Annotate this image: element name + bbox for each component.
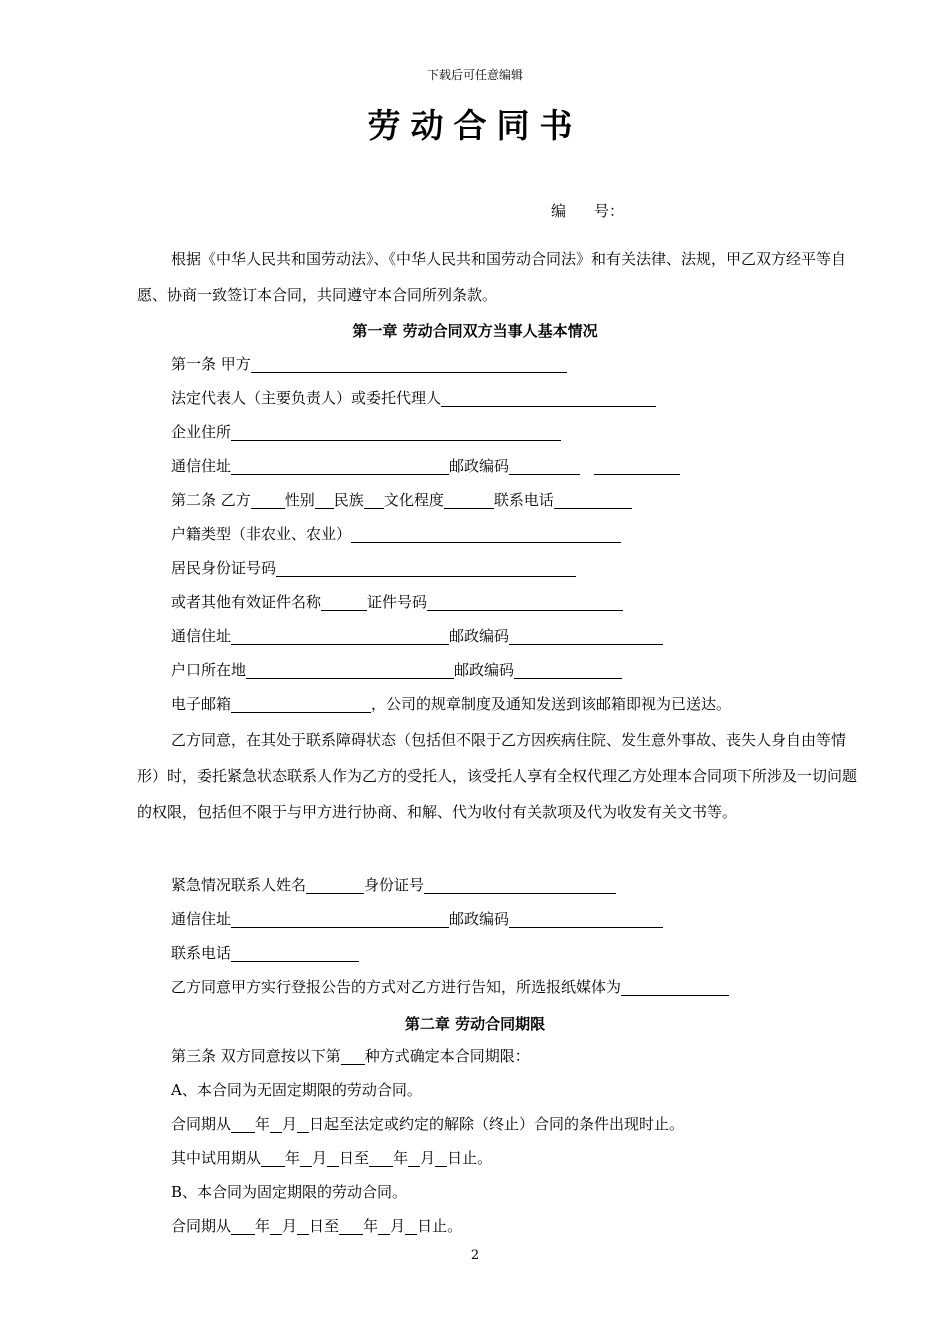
- newspaper-label: 乙方同意甲方实行登报公告的方式对乙方进行告知，所选报纸媒体为: [171, 978, 622, 996]
- education-label: 文化程度: [383, 491, 444, 509]
- email-note: ，公司的规章制度及通知发送到该邮箱即视为已送达。: [371, 695, 732, 713]
- phone-blank[interactable]: [554, 491, 632, 509]
- term-a-line: [171, 1114, 684, 1134]
- header-note: 下载后可任意编辑: [426, 68, 523, 82]
- term-b-year2-blank[interactable]: [339, 1217, 363, 1235]
- emergency-mail-blank[interactable]: [231, 910, 449, 928]
- article3-line: [171, 1046, 530, 1066]
- company-address-label: 企业住所: [171, 423, 232, 441]
- ethnicity-label: 民族: [333, 491, 364, 509]
- term-b-month2: 月: [390, 1217, 406, 1235]
- hukou-postcode-label: 邮政编码: [454, 661, 515, 679]
- emergency-phone-blank[interactable]: [231, 944, 359, 962]
- probation-year: 年: [285, 1149, 301, 1167]
- email-line: [171, 694, 731, 714]
- article3-suffix: 种方式确定本合同期限：: [364, 1047, 530, 1065]
- company-address-line: [171, 422, 561, 442]
- option-b-line: B、本合同为固定期限的劳动合同。: [171, 1183, 408, 1201]
- household-type-line: [171, 524, 621, 544]
- party-a-mail-label: 通信住址: [171, 457, 232, 475]
- party-a-blank[interactable]: [251, 355, 567, 373]
- legal-rep-line: [171, 388, 656, 408]
- probation-month: 月: [312, 1149, 328, 1167]
- term-a-year-blank[interactable]: [231, 1115, 255, 1133]
- ethnicity-blank[interactable]: [364, 491, 384, 509]
- chapter2-heading: 第二章 劳动合同期限: [404, 1015, 546, 1033]
- company-address-blank[interactable]: [231, 423, 561, 441]
- chapter1-heading: 第一章 劳动合同双方当事人基本情况: [352, 322, 598, 340]
- article3-prefix: 第三条 双方同意按以下第: [171, 1047, 341, 1065]
- emergency-name-line: [171, 875, 616, 895]
- education-blank[interactable]: [444, 491, 494, 509]
- probation-month2: 月: [420, 1149, 436, 1167]
- probation-end: 日止。: [447, 1149, 493, 1167]
- hukou-label: 户口所在地: [171, 661, 247, 679]
- term-b-year-blank[interactable]: [231, 1217, 255, 1235]
- term-a-day-text: 日起至法定或约定的解除（终止）合同的条件出现时止。: [309, 1115, 685, 1133]
- legal-rep-label: 法定代表人（主要负责人）或委托代理人: [171, 389, 442, 407]
- term-b-line: [171, 1216, 462, 1236]
- term-b-day-blank[interactable]: [297, 1217, 309, 1235]
- party-b-mail-blank[interactable]: [231, 627, 449, 645]
- cert-no-blank[interactable]: [427, 593, 623, 611]
- option-a-line: A、本合同为无固定期限的劳动合同。: [171, 1081, 422, 1099]
- term-b-day2-blank[interactable]: [405, 1217, 417, 1235]
- party-a-postcode-blank[interactable]: [509, 457, 580, 475]
- id-number-line: [171, 558, 576, 578]
- hukou-line: [171, 660, 622, 680]
- other-id-label: 或者其他有效证件名称: [171, 593, 322, 611]
- probation-month2-blank[interactable]: [408, 1149, 420, 1167]
- party-a-postcode-label: 邮政编码: [449, 457, 510, 475]
- party-b-name-blank[interactable]: [251, 491, 285, 509]
- gender-label: 性别: [284, 491, 315, 509]
- probation-line: [171, 1148, 492, 1168]
- email-label: 电子邮箱: [171, 695, 232, 713]
- gender-blank[interactable]: [315, 491, 334, 509]
- agency-clause: 乙方同意，在其处于联系障碍状态（包括但不限于乙方因疾病住院、发生意外事故、丧失人身自由等情形）时，委托紧急状态联系人作为乙方的受托人，该受托人享有全权代理乙方处理本合同项下所涉及一切问题的权限，包括但不限于与甲方进行协商、和解、代为收付有关款项及代为收发有关文书等。: [137, 731, 858, 821]
- term-b-month: 月: [282, 1217, 298, 1235]
- term-a-month-blank[interactable]: [270, 1115, 282, 1133]
- probation-year2-blank[interactable]: [369, 1149, 393, 1167]
- cert-no-label: 证件号码: [367, 593, 428, 611]
- article2-label: 第二条 乙方: [171, 491, 251, 509]
- other-id-line: [171, 592, 623, 612]
- term-b-day-to: 日至: [309, 1217, 340, 1235]
- emergency-name-blank[interactable]: [306, 876, 364, 894]
- party-b-postcode-blank[interactable]: [509, 627, 663, 645]
- term-a-label: 合同期从: [171, 1115, 232, 1133]
- party-a-postcode-blank2[interactable]: [594, 457, 680, 475]
- id-number-label: 居民身份证号码: [171, 559, 277, 577]
- term-b-month2-blank[interactable]: [378, 1217, 390, 1235]
- party-a-mail-line: [171, 456, 680, 476]
- page-number: 2: [470, 1248, 480, 1263]
- emergency-phone-line: [171, 943, 359, 963]
- other-id-blank[interactable]: [321, 593, 367, 611]
- article3-option-blank[interactable]: [341, 1047, 365, 1065]
- emergency-phone-label: 联系电话: [171, 944, 232, 962]
- party-b-line: [171, 490, 632, 510]
- party-b-mail-label: 通信住址: [171, 627, 232, 645]
- term-b-label: 合同期从: [171, 1217, 232, 1235]
- term-b-year: 年: [255, 1217, 271, 1235]
- emergency-postcode-label: 邮政编码: [449, 910, 510, 928]
- term-b-year2: 年: [363, 1217, 379, 1235]
- probation-month-blank[interactable]: [300, 1149, 312, 1167]
- number-label-char1: 编: [551, 202, 567, 220]
- probation-year-blank[interactable]: [261, 1149, 285, 1167]
- document-title: 劳动合同书: [367, 106, 583, 145]
- term-b-end: 日止。: [417, 1217, 463, 1235]
- probation-day-blank[interactable]: [327, 1149, 339, 1167]
- emergency-mail-label: 通信住址: [171, 910, 232, 928]
- probation-label: 其中试用期从: [171, 1149, 262, 1167]
- legal-rep-blank[interactable]: [441, 389, 656, 407]
- party-b-postcode-label: 邮政编码: [449, 627, 510, 645]
- newspaper-line: [171, 977, 729, 997]
- contract-number-label: [551, 200, 624, 221]
- probation-day-to: 日至: [339, 1149, 370, 1167]
- term-b-month-blank[interactable]: [270, 1217, 282, 1235]
- term-a-year: 年: [255, 1115, 271, 1133]
- party-a-line: [171, 354, 567, 374]
- number-label-char2: 号：: [594, 202, 625, 220]
- hukou-postcode-blank[interactable]: [514, 661, 622, 679]
- emergency-id-blank[interactable]: [424, 876, 616, 894]
- newspaper-blank[interactable]: [621, 978, 729, 996]
- probation-year2: 年: [393, 1149, 409, 1167]
- phone-label: 联系电话: [493, 491, 554, 509]
- party-b-mail-line: [171, 626, 663, 646]
- household-type-label: 户籍类型（非农业、农业）: [171, 525, 352, 543]
- email-blank[interactable]: [231, 695, 371, 713]
- emergency-mail-line: [171, 909, 663, 929]
- emergency-postcode-blank[interactable]: [509, 910, 663, 928]
- party-a-mail-blank[interactable]: [231, 457, 449, 475]
- id-number-blank[interactable]: [276, 559, 576, 577]
- term-a-month: 月: [282, 1115, 298, 1133]
- intro-paragraph: 根据《中华人民共和国劳动法》、《中华人民共和国劳动合同法》和有关法律、法规，甲乙双方经平等自愿、协商一致签订本合同，共同遵守本合同所列条款。: [137, 250, 847, 304]
- article1-label: 第一条 甲方: [171, 355, 251, 373]
- probation-day2-blank[interactable]: [435, 1149, 447, 1167]
- hukou-blank[interactable]: [246, 661, 454, 679]
- emergency-name-label: 紧急情况联系人姓名: [171, 876, 307, 894]
- term-a-day-blank[interactable]: [297, 1115, 309, 1133]
- emergency-id-label: 身份证号: [364, 876, 425, 894]
- household-type-blank[interactable]: [351, 525, 621, 543]
